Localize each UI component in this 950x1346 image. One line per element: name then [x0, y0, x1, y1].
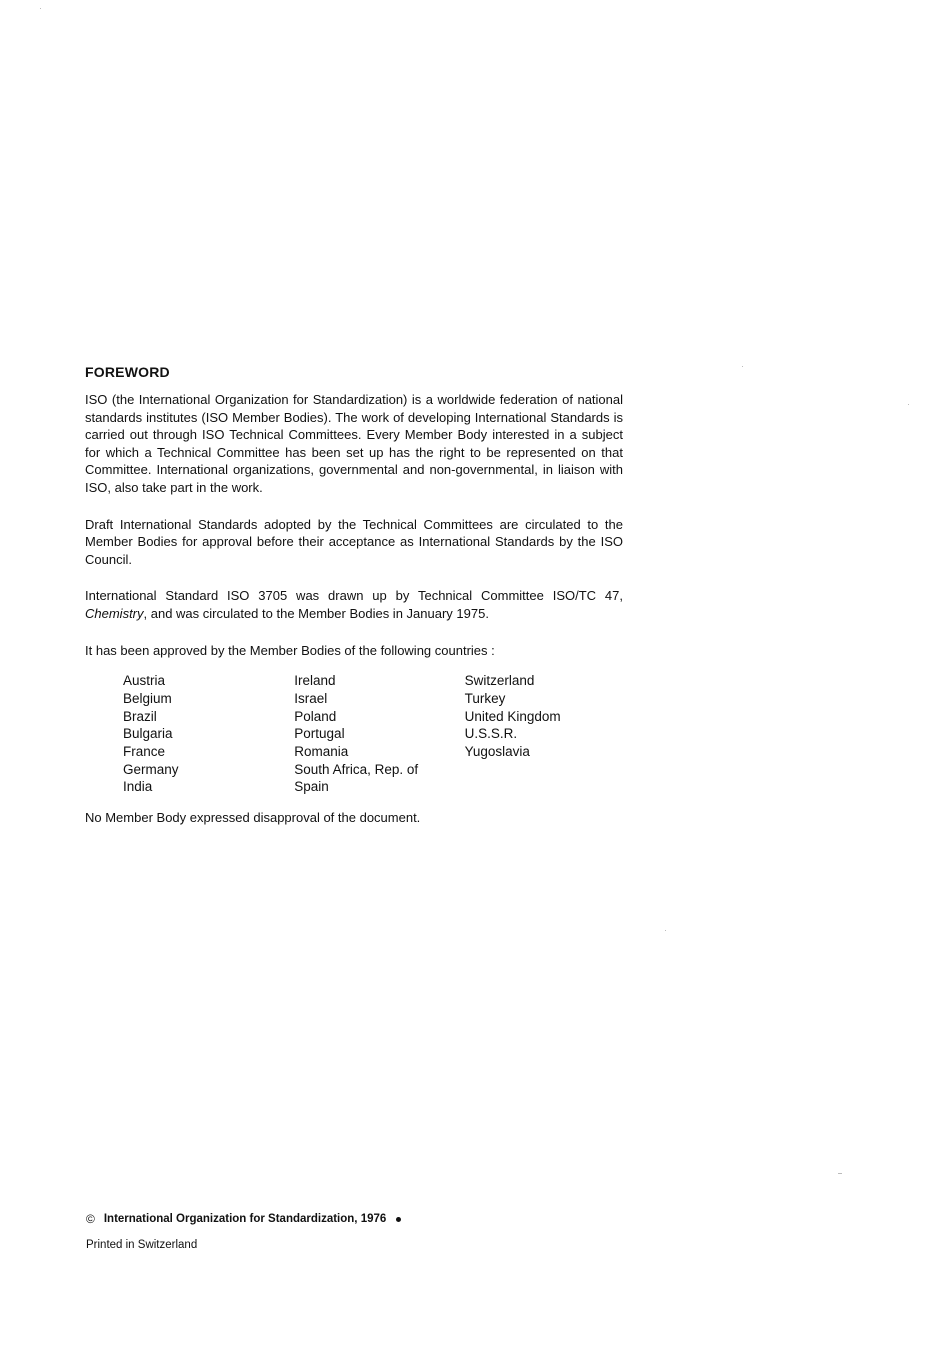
country-item: India — [123, 779, 153, 795]
copyright-line — [86, 1212, 401, 1226]
scan-speck — [742, 366, 743, 367]
country-item: Israel — [294, 690, 328, 706]
foreword-paragraph-3 — [85, 587, 623, 622]
scan-speck — [40, 8, 41, 9]
country-item: Ireland — [294, 673, 336, 689]
country-item: Belgium — [123, 690, 172, 706]
country-item: Bulgaria — [123, 726, 173, 742]
scan-speck — [665, 930, 666, 931]
countries-column-2 — [294, 672, 464, 796]
committee-name: Chemistry — [85, 605, 144, 621]
country-item: Turkey — [464, 690, 506, 706]
country-item: Romania — [294, 743, 349, 759]
foreword-paragraph-2: Draft International Standards adopted by the Technical Committees are circulated to the Member Bodies for approval before their acceptance as International Standards by the ISO Council. — [85, 516, 623, 567]
copyright-text: International Organization for Standardization, 1976 — [103, 1213, 387, 1225]
scan-speck — [838, 1173, 842, 1174]
foreword-paragraph-4: It has been approved by the Member Bodies of the following countries : — [85, 642, 495, 658]
bullet-icon — [396, 1217, 401, 1222]
foreword-heading: FOREWORD — [85, 364, 170, 380]
country-item: South Africa, Rep. of — [294, 761, 419, 777]
foreword-paragraph-1: ISO (the International Organization for Standardization) is a worldwide federation of national standards institutes (ISO Member Bodies). The work of developing International Standards is carried out through ISO Technical Committees. Every Member Body interested in a subject for which a Technical Committee has been set up has the right to be represented on that Committee. International organizations, governmental and non-governmental, in liaison with ISO, also take part in the work. — [85, 392, 623, 495]
country-item: Poland — [294, 708, 337, 724]
country-item: Switzerland — [464, 673, 535, 689]
paragraph-3-text-start: International Standard ISO 3705 was drawn up by Technical Committee ISO/TC 47, — [85, 588, 623, 604]
foreword-section — [85, 364, 623, 825]
country-item: Yugoslavia — [464, 743, 530, 759]
printed-in-text: Printed in Switzerland — [86, 1239, 198, 1251]
country-item: U.S.S.R. — [464, 726, 518, 742]
country-item: United Kingdom — [464, 708, 561, 724]
country-item: Spain — [294, 779, 329, 795]
paragraph-3-text-end: , and was circulated to the Member Bodies in January 1975. — [143, 605, 489, 621]
country-item: France — [123, 743, 166, 759]
country-item: Brazil — [123, 708, 157, 724]
country-item: Portugal — [294, 726, 345, 742]
approving-countries-list — [123, 659, 623, 796]
closing-statement: No Member Body expressed disapproval of the document. — [85, 810, 421, 826]
page-footer — [86, 1212, 401, 1251]
countries-column-3 — [465, 672, 623, 796]
country-item: Germany — [123, 761, 179, 777]
copyright-icon: © — [86, 1212, 95, 1226]
country-item: Austria — [123, 673, 166, 689]
countries-column-1 — [123, 672, 294, 796]
scan-speck — [908, 404, 909, 405]
